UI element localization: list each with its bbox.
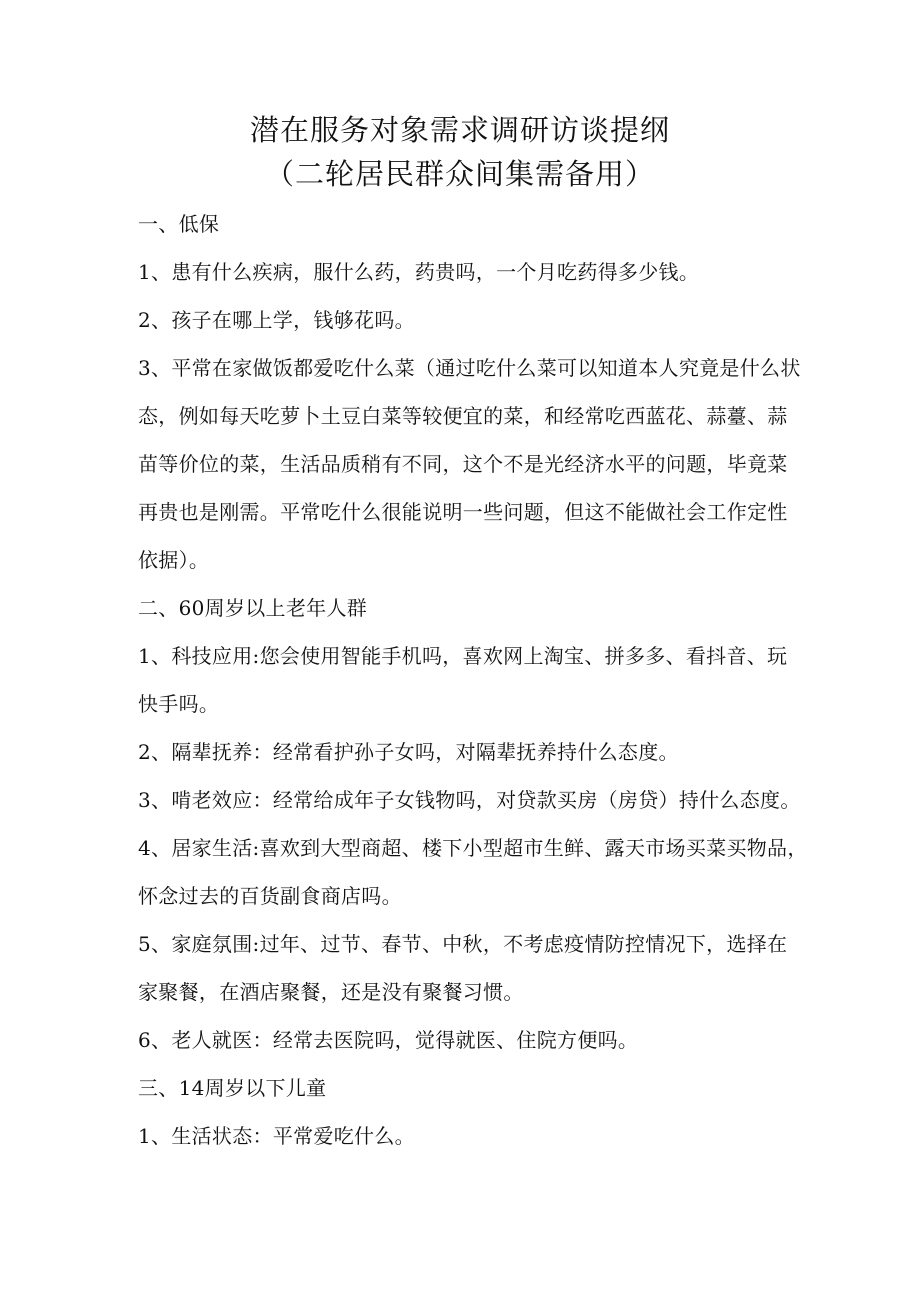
question-line: 4、居家生活:喜欢到大型商超、楼下小型超市生鲜、露天市场买菜买物品， xyxy=(138,836,808,860)
question-line-continued: 再贵也是刚需。平常吃什么很能说明一些问题，但这不能做社会工作定性 xyxy=(138,500,788,524)
question-line: 1、科技应用:您会使用智能手机吗，喜欢网上淘宝、拼多多、看抖音、玩 xyxy=(138,644,788,668)
question-line: 3、啃老效应：经常给成年子女钱物吗，对贷款买房（房贷）持什么态度。 xyxy=(138,788,801,812)
question-line: 2、孩子在哪上学，钱够花吗。 xyxy=(138,308,415,332)
question-line-continued: 苗等价位的菜，生活品质稍有不同，这个不是光经济水平的问题，毕竟菜 xyxy=(138,452,788,476)
question-line: 5、家庭氛围:过年、过节、春节、中秋，不考虑疫情防控情况下，选择在 xyxy=(138,932,788,956)
section-heading-low-income: 一、低保 xyxy=(138,212,220,236)
question-line-continued: 依据）。 xyxy=(138,548,210,572)
question-line: 1、生活状态：平常爱吃什么。 xyxy=(138,1124,415,1148)
section-heading-children: 三、14周岁以下儿童 xyxy=(138,1076,327,1100)
section-heading-elderly: 二、60周岁以上老年人群 xyxy=(138,596,368,620)
question-line: 2、隔辈抚养：经常看护孙子女吗，对隔辈抚养持什么态度。 xyxy=(138,740,679,764)
question-line-continued: 态，例如每天吃萝卜土豆白菜等较便宜的菜，和经常吃西蓝花、蒜薹、蒜 xyxy=(138,404,788,428)
document-title: 潜在服务对象需求调研访谈提纲 xyxy=(249,113,670,147)
question-line-continued: 快手吗。 xyxy=(138,692,220,716)
question-line: 6、老人就医：经常去医院吗，觉得就医、住院方便吗。 xyxy=(138,1028,639,1052)
document-subtitle: （二轮居民群众间集需备用） xyxy=(264,157,655,191)
question-line-continued: 家聚餐，在酒店聚餐，还是没有聚餐习惯。 xyxy=(138,980,524,1004)
question-line: 1、患有什么疾病，服什么药，药贵吗，一个月吃药得多少钱。 xyxy=(138,260,700,284)
question-line: 3、平常在家做饭都爱吃什么菜（通过吃什么菜可以知道本人究竟是什么状 xyxy=(138,356,801,380)
question-line-continued: 怀念过去的百货副食商店吗。 xyxy=(138,884,402,908)
